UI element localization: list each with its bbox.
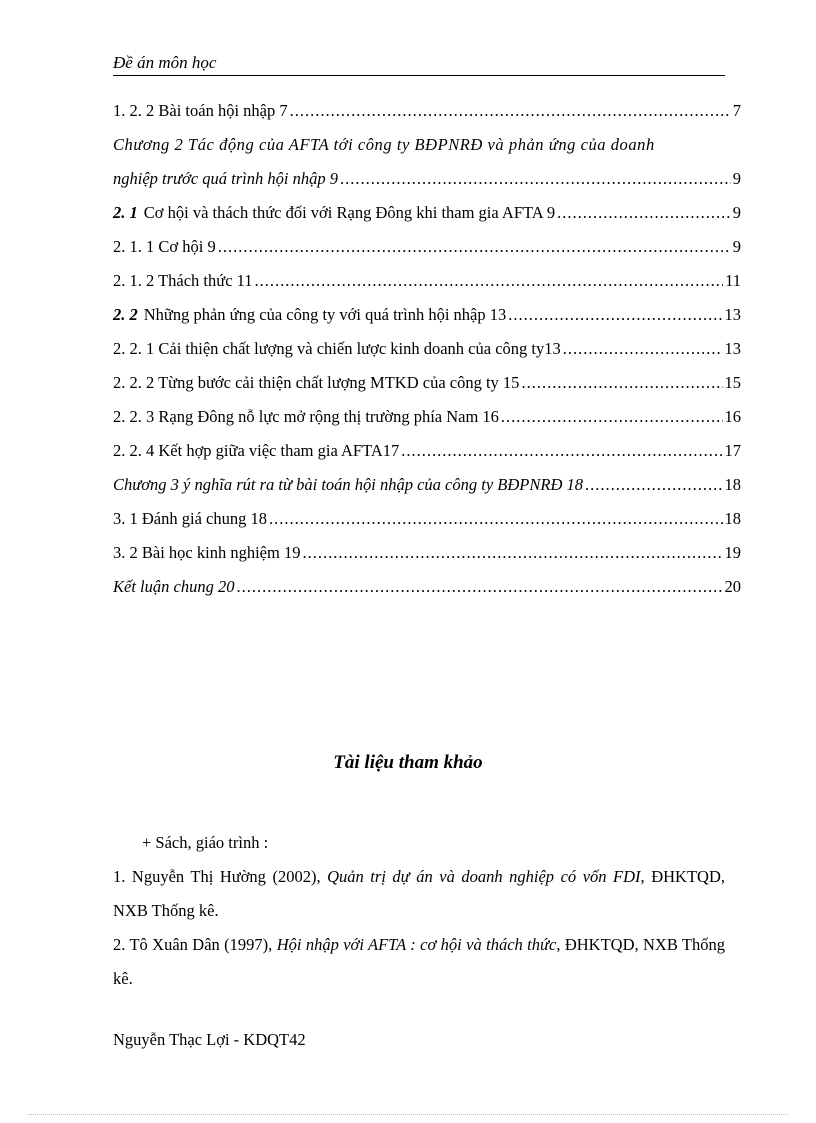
toc-entry (113, 406, 741, 440)
reference-title: Hội nhập với AFTA : cơ hội và thách thức (276, 935, 557, 954)
toc-entry-text: 1. 2. 2 Bài toán hội nhập 7 (113, 101, 288, 120)
toc-page-number: 19 (724, 543, 741, 562)
toc-entry (113, 576, 741, 610)
toc-entry (113, 304, 741, 338)
toc-entry-text: Chương 3 ý nghĩa rút ra từ bài toán hội nhập của công ty BĐPNRĐ 18 (113, 475, 583, 494)
toc-entry-text (113, 202, 555, 224)
toc-entry-text: 2. 2. 3 Rạng Đông nỗ lực mở rộng thị trường phía Nam 16 (113, 407, 499, 426)
toc-leader (269, 508, 723, 530)
toc-leader (236, 576, 722, 598)
toc-entry-text: 3. 2 Bài học kinh nghiệm 19 (113, 543, 301, 562)
reference-author: 1. Nguyễn Thị Hường (2002), (113, 867, 328, 886)
toc-entry (113, 372, 741, 406)
toc-section-number: 2. 1 (113, 203, 138, 222)
toc-entry (113, 440, 741, 474)
toc-entry (113, 168, 741, 202)
toc-entry (113, 542, 741, 576)
toc-leader (401, 440, 722, 462)
toc-page-number: 15 (724, 373, 741, 392)
toc-entry (113, 338, 741, 372)
references-subheading: + Sách, giáo trình : (142, 833, 269, 852)
reference-publisher: , ĐHKTQD, NXB Thống kê. (113, 867, 725, 920)
toc-entry-text: nghiệp trước quá trình hội nhập 9 (113, 169, 338, 188)
reference-item (113, 928, 725, 996)
toc-page-number: 9 (732, 237, 741, 256)
toc-page-number: 20 (724, 577, 741, 596)
toc-chapter-2-title: Chương 2 Tác động của AFTA tới công ty BĐPNRĐ và phản ứng của doanh (113, 135, 655, 154)
toc-leader (218, 236, 731, 258)
toc-entry-text: 2. 2. 4 Kết hợp giữa việc tham gia AFTA17 (113, 441, 400, 460)
toc-page-number: 18 (724, 509, 741, 528)
page-bottom-divider (28, 1114, 788, 1115)
references-title: Tài liệu tham khảo (333, 752, 483, 773)
page-footer: Nguyễn Thạc Lợi - KDQT42 (113, 1030, 306, 1049)
toc-page-number: 17 (724, 441, 741, 460)
toc-entry-text: 3. 1 Đánh giá chung 18 (113, 509, 267, 528)
toc-entry (113, 100, 741, 134)
toc-page-number: 7 (732, 101, 741, 120)
toc-leader (508, 304, 722, 326)
toc-entry-text: Kết luận chung 20 (113, 577, 235, 596)
toc-entry-text: 2. 2. 2 Từng bước cải thiện chất lượng MTKD của công ty 15 (113, 373, 520, 392)
toc-entry-text: 2. 2. 1 Cải thiện chất lượng và chiến lược kinh doanh của công ty13 (113, 339, 561, 358)
toc-page-number: 9 (732, 203, 741, 222)
toc-page-number: 18 (724, 475, 741, 494)
toc-leader (302, 542, 722, 564)
toc-page-number: 13 (724, 339, 741, 358)
toc-section-title: Những phản ứng của công ty với quá trình hội nhập 13 (143, 305, 507, 324)
table-of-contents (113, 100, 741, 610)
toc-leader (585, 474, 723, 496)
toc-entry (113, 270, 741, 304)
reference-author: 2. Tô Xuân Dân (1997), (113, 935, 277, 954)
toc-leader (563, 338, 723, 360)
toc-leader (255, 270, 724, 292)
toc-entry-text (113, 304, 506, 326)
references-list (113, 826, 725, 996)
toc-page-number: 9 (732, 169, 741, 188)
toc-entry-text: 2. 1. 1 Cơ hội 9 (113, 237, 216, 256)
toc-section-number: 2. 2 (113, 305, 138, 324)
reference-title: Quản trị dự án và doanh nghiệp có vốn FDI (327, 867, 641, 886)
toc-entry (113, 474, 741, 508)
reference-publisher: , ĐHKTQD, NXB Thống kê. (113, 935, 726, 988)
toc-entry (113, 236, 741, 270)
toc-entry-text: 2. 1. 2 Thách thức 11 (113, 271, 253, 290)
toc-entry (113, 508, 741, 542)
reference-item (113, 860, 725, 928)
toc-leader (340, 168, 731, 190)
toc-leader (501, 406, 723, 428)
toc-leader (521, 372, 722, 394)
toc-entry (113, 202, 741, 236)
toc-page-number: 13 (724, 305, 741, 324)
page-header: Đề án môn học (113, 52, 725, 76)
toc-leader (290, 100, 731, 122)
toc-page-number: 11 (725, 271, 741, 290)
toc-leader (557, 202, 731, 224)
toc-page-number: 16 (724, 407, 741, 426)
toc-section-title: Cơ hội và thách thức đối với Rạng Đông khi tham gia AFTA 9 (143, 203, 556, 222)
